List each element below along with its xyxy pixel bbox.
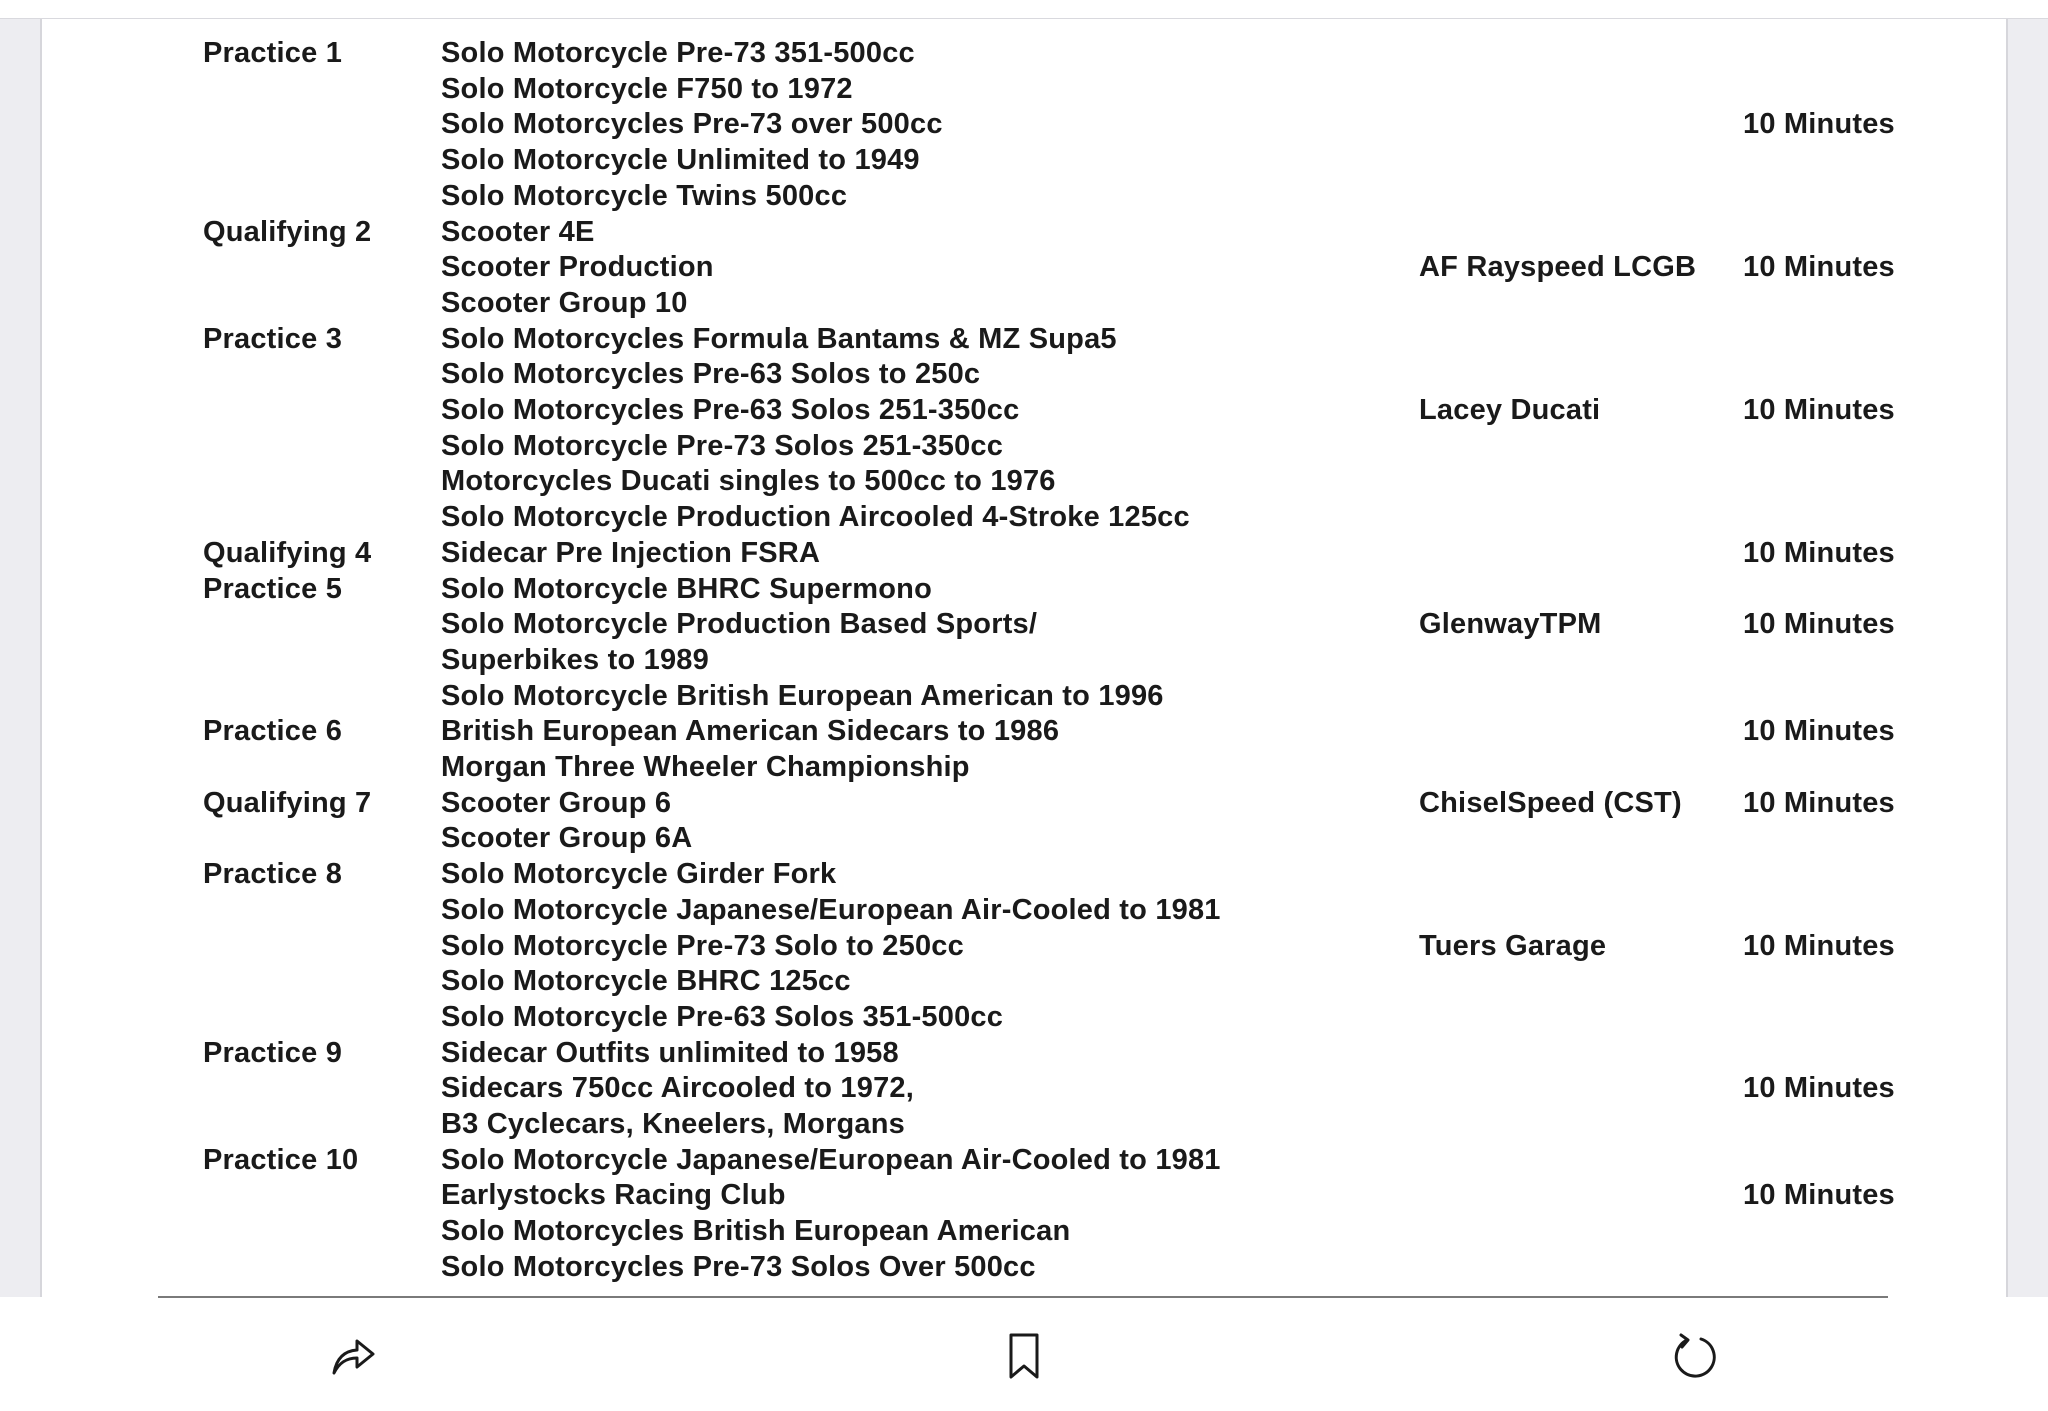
schedule-line bbox=[42, 142, 2004, 178]
schedule-line bbox=[42, 892, 2004, 928]
schedule-line bbox=[42, 428, 2004, 464]
session-name: Practice 9 bbox=[203, 1036, 343, 1069]
session-name: Practice 6 bbox=[203, 715, 343, 748]
race-class: Solo Motorcycles British European American bbox=[441, 1215, 1071, 1248]
race-class: Solo Motorcycles Pre-73 over 500cc bbox=[441, 108, 943, 141]
schedule-line bbox=[42, 820, 2004, 856]
schedule-line bbox=[42, 1070, 2004, 1106]
schedule-line bbox=[42, 642, 2004, 678]
schedule-line bbox=[42, 1213, 2004, 1249]
race-class: Solo Motorcycle BHRC 125cc bbox=[441, 965, 851, 998]
session-duration: 10 Minutes bbox=[1743, 108, 1895, 141]
schedule-line bbox=[42, 713, 2004, 749]
race-class: Scooter Group 6 bbox=[441, 786, 672, 819]
race-class: Solo Motorcycle Production Based Sports/ bbox=[441, 608, 1038, 641]
race-class: Solo Motorcycles Pre-63 Solos to 250c bbox=[441, 358, 981, 391]
schedule-line bbox=[42, 392, 2004, 428]
schedule-line bbox=[42, 285, 2004, 321]
race-class: Superbikes to 1989 bbox=[441, 643, 709, 676]
schedule-line bbox=[42, 35, 2004, 71]
refresh-icon bbox=[1668, 1329, 1722, 1383]
race-class: British European American Sidecars to 1986 bbox=[441, 715, 1060, 748]
schedule-line bbox=[42, 1249, 2004, 1285]
schedule-line bbox=[42, 1142, 2004, 1178]
session-name: Practice 5 bbox=[203, 572, 343, 605]
schedule-line bbox=[42, 678, 2004, 714]
schedule-line bbox=[42, 1035, 2004, 1071]
race-class: Earlystocks Racing Club bbox=[441, 1179, 786, 1212]
race-class: Solo Motorcycle Pre-73 Solo to 250cc bbox=[441, 929, 964, 962]
session-name: Practice 1 bbox=[203, 37, 343, 69]
race-class: Solo Motorcycle Girder Fork bbox=[441, 858, 837, 891]
schedule-document bbox=[42, 19, 2004, 1297]
left-gutter bbox=[0, 19, 42, 1297]
refresh-button[interactable] bbox=[1665, 1326, 1725, 1386]
race-class: Solo Motorcycles Pre-63 Solos 251-350cc bbox=[441, 394, 1020, 426]
session-duration: 10 Minutes bbox=[1743, 929, 1895, 962]
bookmark-button[interactable] bbox=[994, 1326, 1054, 1386]
race-class: Solo Motorcycle Unlimited to 1949 bbox=[441, 144, 920, 177]
race-class: Solo Motorcycle British European American to 1996 bbox=[441, 679, 1164, 712]
bottom-toolbar bbox=[0, 1298, 2048, 1411]
race-class: Scooter Group 6A bbox=[441, 822, 693, 855]
schedule-line bbox=[42, 463, 2004, 499]
race-class: B3 Cyclecars, Kneelers, Morgans bbox=[441, 1108, 905, 1140]
session-name: Qualifying 7 bbox=[203, 786, 372, 819]
race-class: Sidecar Pre Injection FSRA bbox=[441, 536, 821, 569]
session-name: Qualifying 4 bbox=[203, 536, 372, 569]
session-duration: 10 Minutes bbox=[1743, 1072, 1895, 1105]
sponsor-name: Tuers Garage bbox=[1419, 929, 1607, 962]
bookmark-icon bbox=[997, 1329, 1051, 1383]
share-arrow-icon bbox=[326, 1329, 380, 1383]
race-class: Solo Motorcycle Pre-73 Solos 251-350cc bbox=[441, 429, 1004, 462]
race-class: Solo Motorcycle Pre-73 351-500cc bbox=[441, 37, 915, 69]
schedule-line bbox=[42, 535, 2004, 571]
race-class: Solo Motorcycle Pre-63 Solos 351-500cc bbox=[441, 1000, 1004, 1033]
schedule-line bbox=[42, 1106, 2004, 1142]
schedule-line bbox=[42, 321, 2004, 357]
schedule-line bbox=[42, 249, 2004, 285]
session-duration: 10 Minutes bbox=[1743, 536, 1895, 569]
schedule-line bbox=[42, 178, 2004, 214]
schedule-line bbox=[42, 856, 2004, 892]
session-name: Practice 8 bbox=[203, 858, 343, 891]
session-name: Practice 3 bbox=[203, 322, 343, 355]
sponsor-name: GlenwayTPM bbox=[1419, 608, 1602, 641]
race-class: Sidecars 750cc Aircooled to 1972, bbox=[441, 1072, 914, 1105]
session-duration: 10 Minutes bbox=[1743, 786, 1895, 819]
schedule-line bbox=[42, 356, 2004, 392]
race-class: Scooter 4E bbox=[441, 215, 595, 248]
race-class: Scooter Production bbox=[441, 251, 714, 284]
race-class: Morgan Three Wheeler Championship bbox=[441, 751, 970, 783]
sponsor-name: AF Rayspeed LCGB bbox=[1419, 251, 1697, 284]
session-duration: 10 Minutes bbox=[1743, 608, 1895, 641]
schedule-line bbox=[42, 214, 2004, 250]
race-class: Solo Motorcycle Twins 500cc bbox=[441, 179, 848, 212]
race-class: Sidecar Outfits unlimited to 1958 bbox=[441, 1036, 899, 1069]
schedule-line bbox=[42, 928, 2004, 964]
schedule-line bbox=[42, 71, 2004, 107]
session-name: Qualifying 2 bbox=[203, 215, 372, 248]
session-duration: 10 Minutes bbox=[1743, 251, 1895, 284]
race-class: Solo Motorcycle Japanese/European Air-Cooled to 1981 bbox=[441, 893, 1221, 926]
race-class: Solo Motorcycle Japanese/European Air-Cooled to 1981 bbox=[441, 1143, 1221, 1176]
schedule-line bbox=[42, 785, 2004, 821]
schedule-line bbox=[42, 571, 2004, 607]
sponsor-name: ChiselSpeed (CST) bbox=[1419, 786, 1682, 819]
race-class: Solo Motorcycle Production Aircooled 4-Stroke 125cc bbox=[441, 501, 1190, 534]
share-button[interactable] bbox=[323, 1326, 383, 1386]
schedule-line bbox=[42, 1177, 2004, 1213]
race-class: Solo Motorcycles Formula Bantams & MZ Supa5 bbox=[441, 322, 1117, 355]
schedule-line bbox=[42, 999, 2004, 1035]
race-class: Motorcycles Ducati singles to 500cc to 1976 bbox=[441, 465, 1056, 498]
schedule-line bbox=[42, 749, 2004, 785]
race-class: Solo Motorcycle F750 to 1972 bbox=[441, 72, 853, 105]
schedule-line bbox=[42, 499, 2004, 535]
schedule-line bbox=[42, 106, 2004, 142]
sponsor-name: Lacey Ducati bbox=[1419, 394, 1601, 426]
race-class: Solo Motorcycles Pre-73 Solos Over 500cc bbox=[441, 1250, 1036, 1283]
session-duration: 10 Minutes bbox=[1743, 394, 1895, 426]
schedule-line bbox=[42, 963, 2004, 999]
session-duration: 10 Minutes bbox=[1743, 1179, 1895, 1212]
session-duration: 10 Minutes bbox=[1743, 715, 1895, 748]
session-name: Practice 10 bbox=[203, 1143, 359, 1176]
race-class: Scooter Group 10 bbox=[441, 286, 688, 319]
right-gutter bbox=[2006, 19, 2048, 1297]
schedule-line bbox=[42, 606, 2004, 642]
race-class: Solo Motorcycle BHRC Supermono bbox=[441, 572, 932, 605]
